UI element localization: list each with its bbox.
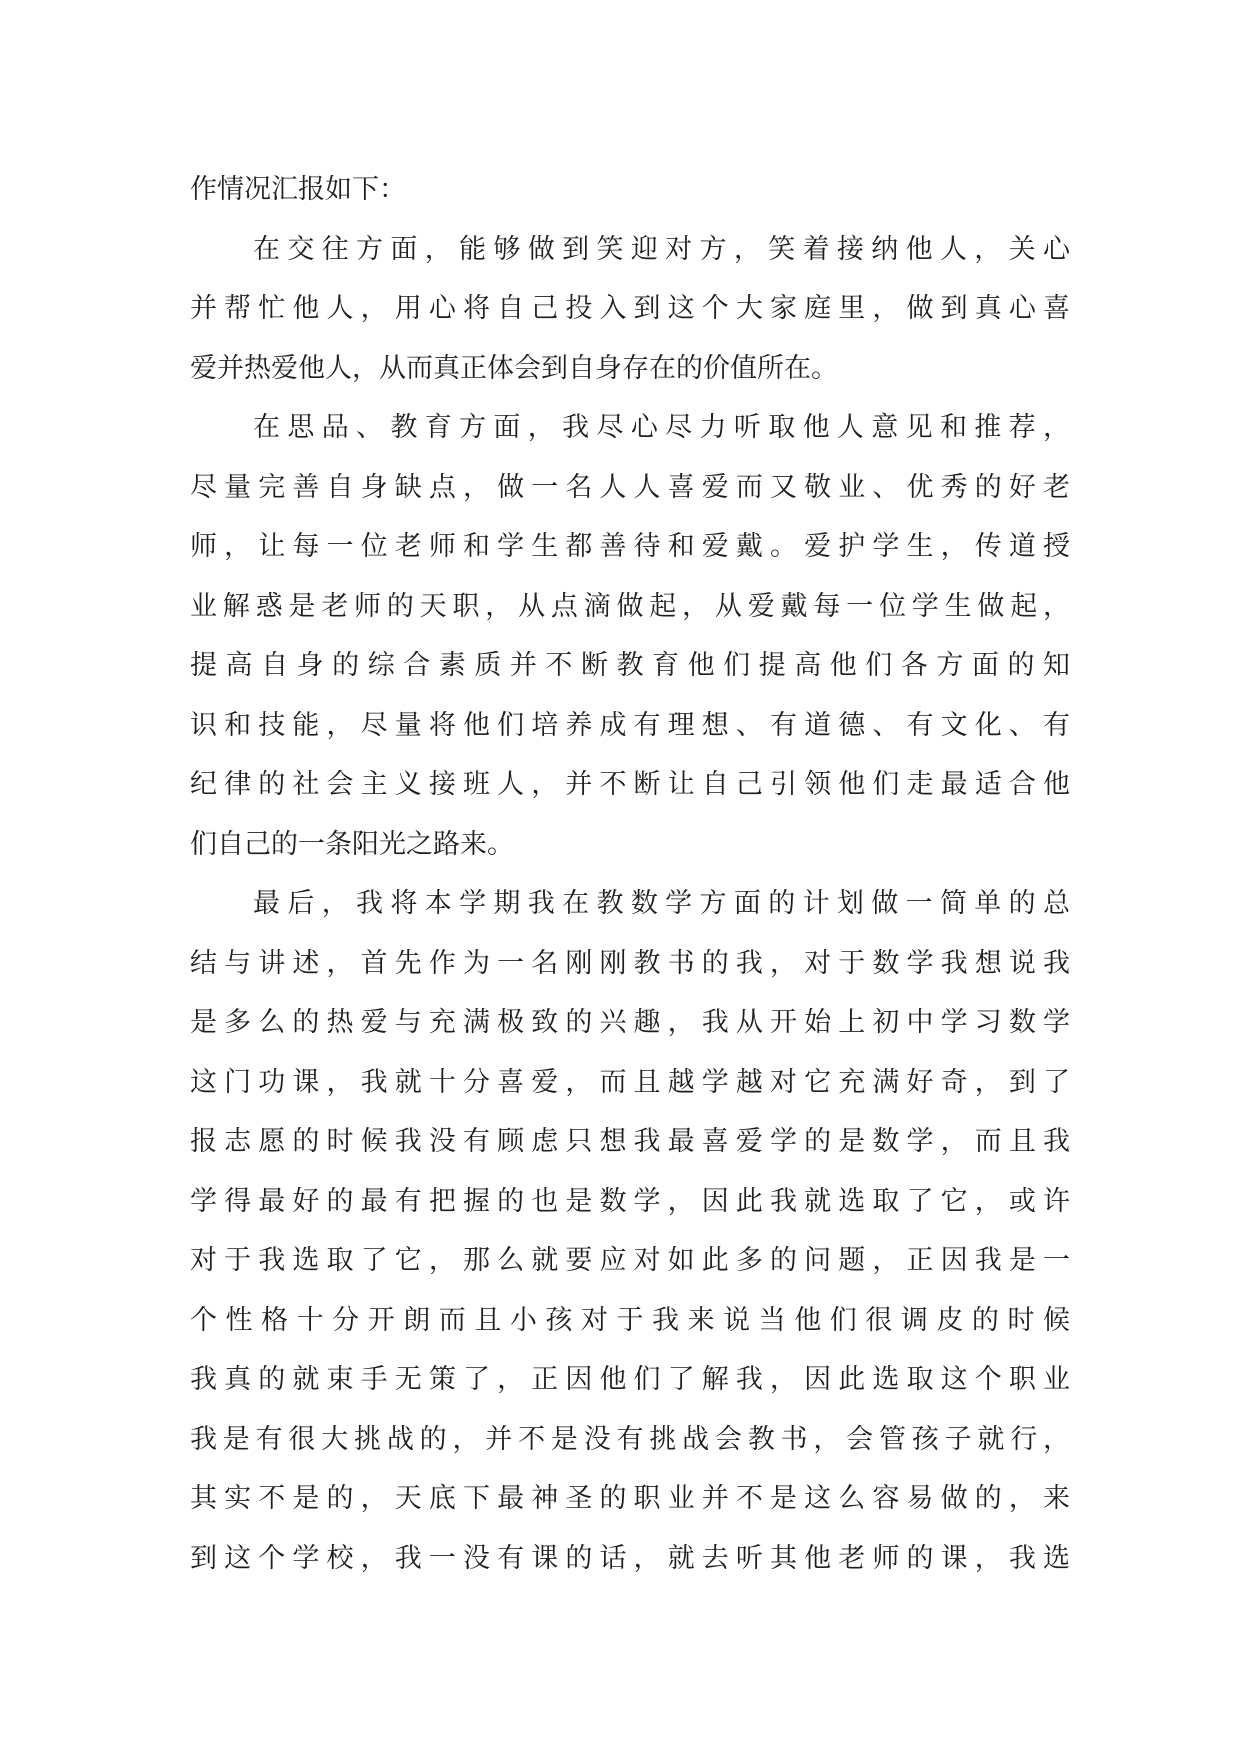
paragraph [190,220,1070,399]
text-line: 最后，我将本学期我在教数学方面的计划做一简单的总 [253,888,1070,919]
text-line: 其实不是的，天底下最神圣的职业并不是这么容易做的，来 [190,1483,1070,1514]
text-line: 在交往方面，能够做到笑迎对方，笑着接纳他人，关心 [253,233,1070,265]
text-line: 作情况汇报如下： [190,174,406,205]
paragraph [190,874,1070,1588]
text-line: 识和技能，尽量将他们培养成有理想、有道德、有文化、有 [190,709,1070,741]
text-line: 是多么的热爱与充满极致的兴趣，我从开始上初中学习数学 [190,1007,1070,1038]
paragraph [190,398,1070,874]
text-line: 对于我选取了它，那么就要应对如此多的问题，正因我是一 [190,1245,1070,1276]
text-line: 到这个学校，我一没有课的话，就去听其他老师的课，我选 [190,1542,1070,1574]
text-line: 提高自身的综合素质并不断教育他们提高他们各方面的知 [190,650,1070,681]
text-line: 师，让每一位老师和学生都善待和爱戴。爱护学生，传道授 [190,531,1070,562]
text-line: 我真的就束手无策了，正因他们了解我，因此选取这个职业 [190,1364,1070,1395]
body-text [190,160,1070,1588]
text-line: 纪律的社会主义接班人，并不断让自己引领他们走最适合他 [190,769,1070,800]
paragraph [190,160,1070,220]
text-line: 业解惑是老师的天职，从点滴做起，从爱戴每一位学生做起， [190,590,1070,622]
text-line: 这门功课，我就十分喜爱，而且越学越对它充满好奇，到了 [190,1066,1070,1098]
text-line: 尽量完善自身缺点，做一名人人喜爱而又敬业、优秀的好老 [190,471,1070,503]
text-line: 报志愿的时候我没有顾虑只想我最喜爱学的是数学，而且我 [190,1126,1070,1157]
text-line: 结与讲述，首先作为一名刚刚教书的我，对于数学我想说我 [190,947,1070,979]
text-line: 在思品、教育方面，我尽心尽力听取他人意见和推荐， [253,412,1070,443]
text-line: 学得最好的最有把握的也是数学，因此我就选取了它，或许 [190,1185,1070,1217]
text-line: 爱并热爱他人，从而真正体会到自身存在的价值所在。 [190,352,838,384]
text-line: 个性格十分开朗而且小孩对于我来说当他们很调皮的时候 [190,1304,1070,1336]
text-line: 并帮忙他人，用心将自己投入到这个大家庭里，做到真心喜 [190,293,1070,324]
text-line: 们自己的一条阳光之路来。 [190,828,514,860]
text-line: 我是有很大挑战的，并不是没有挑战会教书，会管孩子就行， [190,1423,1070,1455]
